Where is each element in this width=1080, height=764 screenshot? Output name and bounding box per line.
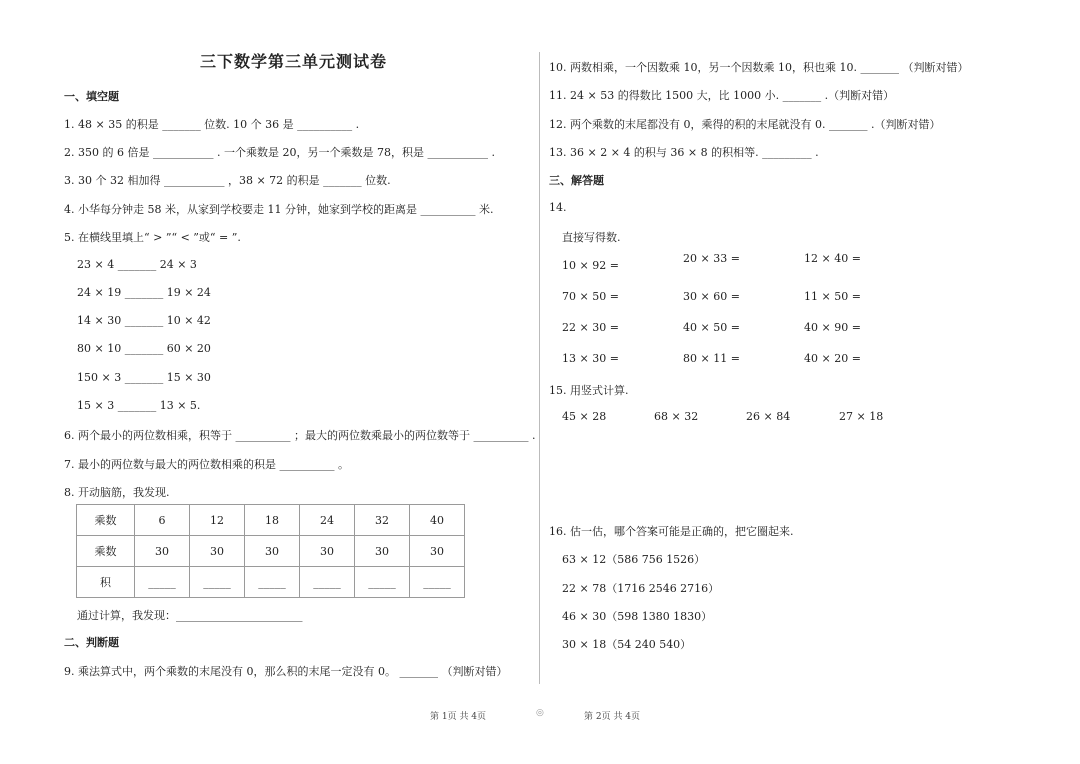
compare-item: 15 × 3 _______ 13 × 5.	[77, 399, 201, 412]
question-16: 16. 估一估，哪个答案可能是正确的，把它圈起来.	[549, 525, 794, 538]
table-row-label: 乘数	[77, 505, 135, 536]
page-number-left: 第 1页 共 4页	[430, 712, 487, 722]
compare-item: 14 × 30 _______ 10 × 42	[77, 314, 211, 327]
estimate-item: 63 × 12（586 756 1526）	[562, 553, 706, 566]
estimate-item: 30 × 18（54 240 540）	[562, 638, 692, 651]
table-cell: _____	[190, 567, 245, 598]
multiplication-table	[76, 504, 465, 598]
table-cell: _____	[135, 567, 190, 598]
table-cell: 30	[135, 536, 190, 567]
vertical-calc-item: 26 × 84	[746, 410, 791, 423]
question-9: 9. 乘法算式中，两个乘数的末尾没有 0，那么积的末尾一定没有 0。 _______ （判断对错）	[64, 665, 508, 678]
question-12: 12. 两个乘数的末尾都没有 0，乘得的积的末尾就没有 0. _______ .（判断对错）	[549, 118, 941, 131]
vertical-calc-item: 68 × 32	[654, 410, 699, 423]
compare-item: 24 × 19 _______ 19 × 24	[77, 286, 211, 299]
question-15: 15. 用竖式计算.	[549, 384, 629, 397]
direct-calc-item: 10 × 92 =	[562, 259, 619, 272]
question-3: 3. 30 个 32 相加得 ___________ ，38 × 72 的积是 _______ 位数.	[64, 174, 391, 187]
question-5: 5. 在横线里填上“ > ”“ < ”或“ = ”.	[64, 231, 241, 244]
question-8: 8. 开动脑筋，我发现.	[64, 486, 170, 499]
direct-calc-item: 70 × 50 =	[562, 290, 619, 303]
page-number-right: 第 2页 共 4页	[584, 712, 641, 722]
table-cell: 30	[190, 536, 245, 567]
question-6: 6. 两个最小的两位数相乘，积等于 __________ ；最大的两位数乘最小的两位数等于 __________ .	[64, 429, 536, 442]
question-14: 14.	[549, 201, 567, 214]
direct-calc-item: 40 × 20 =	[804, 352, 861, 365]
compare-item: 23 × 4 _______ 24 × 3	[77, 258, 197, 271]
question-2: 2. 350 的 6 倍是 ___________ . 一个乘数是 20，另一个乘数是 78，积是 ___________ .	[64, 146, 495, 159]
table-cell: 18	[245, 505, 300, 536]
table-cell: 32	[355, 505, 410, 536]
table-cell: _____	[300, 567, 355, 598]
question-10: 10. 两数相乘，一个因数乘 10，另一个因数乘 10，积也乘 10. _______ （判断对错）	[549, 61, 969, 74]
page-title: 三下数学第三单元测试卷	[200, 52, 388, 71]
question-7: 7. 最小的两位数与最大的两位数相乘的积是 __________ 。	[64, 458, 349, 471]
estimate-item: 46 × 30（598 1380 1830）	[562, 610, 713, 623]
table-cell: _____	[410, 567, 465, 598]
direct-calc-item: 13 × 30 =	[562, 352, 619, 365]
question-11: 11. 24 × 53 的得数比 1500 大，比 1000 小. _______ .（判断对错）	[549, 89, 895, 102]
direct-calc-item: 11 × 50 =	[804, 290, 861, 303]
compare-item: 80 × 10 _______ 60 × 20	[77, 342, 211, 355]
direct-calc-item: 22 × 30 =	[562, 321, 619, 334]
direct-calc-item: 12 × 40 =	[804, 252, 861, 265]
table-cell: 30	[245, 536, 300, 567]
question-1: 1. 48 × 35 的积是 _______ 位数. 10 个 36 是 __________ .	[64, 118, 360, 131]
column-divider	[539, 52, 540, 684]
table-row	[77, 505, 465, 536]
table-cell: 12	[190, 505, 245, 536]
table-cell: _____	[355, 567, 410, 598]
table-cell: _____	[245, 567, 300, 598]
table-cell: 24	[300, 505, 355, 536]
table-cell: 30	[355, 536, 410, 567]
vertical-calc-item: 45 × 28	[562, 410, 607, 423]
direct-calc-item: 20 × 33 =	[683, 252, 740, 265]
vertical-calc-item: 27 × 18	[839, 410, 884, 423]
direct-calc-item: 80 × 11 =	[683, 352, 740, 365]
compare-item: 150 × 3 _______ 15 × 30	[77, 371, 211, 384]
table-cell: 6	[135, 505, 190, 536]
table-cell: 30	[410, 536, 465, 567]
question-13: 13. 36 × 2 × 4 的积与 36 × 8 的积相等. _________ .	[549, 146, 819, 159]
table-row	[77, 536, 465, 567]
table-cell: 40	[410, 505, 465, 536]
binding-mark-icon: ◎	[536, 708, 544, 718]
direct-calc-item: 40 × 90 =	[804, 321, 861, 334]
section-heading-fill-blank: 一、填空题	[64, 90, 119, 103]
question-14-instruction: 直接写得数.	[562, 231, 621, 244]
section-heading-solve: 三、解答题	[549, 174, 604, 187]
question-4: 4. 小华每分钟走 58 米，从家到学校要走 11 分钟，她家到学校的距离是 __________ 米.	[64, 203, 494, 216]
direct-calc-item: 30 × 60 =	[683, 290, 740, 303]
discover-line: 通过计算，我发现：_______________________	[77, 609, 303, 622]
estimate-item: 22 × 78（1716 2546 2716）	[562, 582, 720, 595]
section-heading-judge: 二、判断题	[64, 636, 119, 649]
table-row-label: 积	[77, 567, 135, 598]
table-cell: 30	[300, 536, 355, 567]
direct-calc-item: 40 × 50 =	[683, 321, 740, 334]
table-row	[77, 567, 465, 598]
table-row-label: 乘数	[77, 536, 135, 567]
